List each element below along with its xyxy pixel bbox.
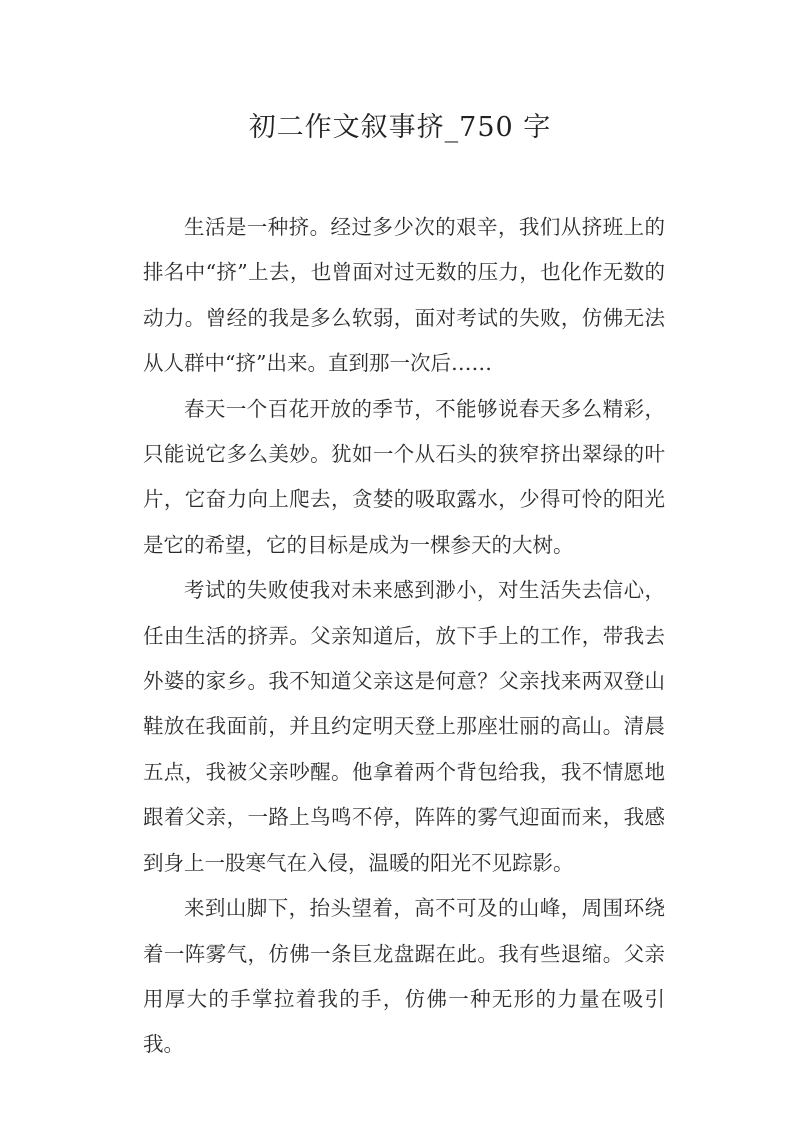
paragraph: 考试的失败使我对未来感到渺小，对生活失去信心，任由生活的挤弄。父亲知道后，放下手上的工作，带我去外婆的家乡。我不知道父亲这是何意？父亲找来两双登山鞋放在我面前，并且约定明天登上那座壮丽的高山。清晨五点，我被父亲吵醒。他拿着两个背包给我，我不情愿地跟着父亲，一路上鸟鸣不停，阵阵的雾气迎面而来，我感到身上一股寒气在入侵，温暖的阳光不见踪影。 bbox=[143, 578, 665, 875]
paragraph: 春天一个百花开放的季节，不能够说春天多么精彩，只能说它多么美妙。犹如一个从石头的狭窄挤出翠绿的叶片，它奋力向上爬去，贪婪的吸取露水，少得可怜的阳光是它的希望，它的目标是成为一棵参天的大树。 bbox=[143, 396, 665, 557]
document-body bbox=[143, 205, 665, 1068]
document-title: 初二作文叙事挤_750 字 bbox=[248, 112, 552, 143]
paragraph: 来到山脚下，抬头望着，高不可及的山峰，周围环绕着一阵雾气，仿佛一条巨龙盘踞在此。我有些退缩。父亲用厚大的手掌拉着我的手，仿佛一种无形的力量在吸引我。 bbox=[143, 896, 665, 1057]
paragraph: 生活是一种挤。经过多少次的艰辛，我们从挤班上的排名中“挤”上去，也曾面对过无数的压力，也化作无数的动力。曾经的我是多么软弱，面对考试的失败，仿佛无法从人群中“挤”出来。直到那一次后…… bbox=[143, 215, 665, 376]
